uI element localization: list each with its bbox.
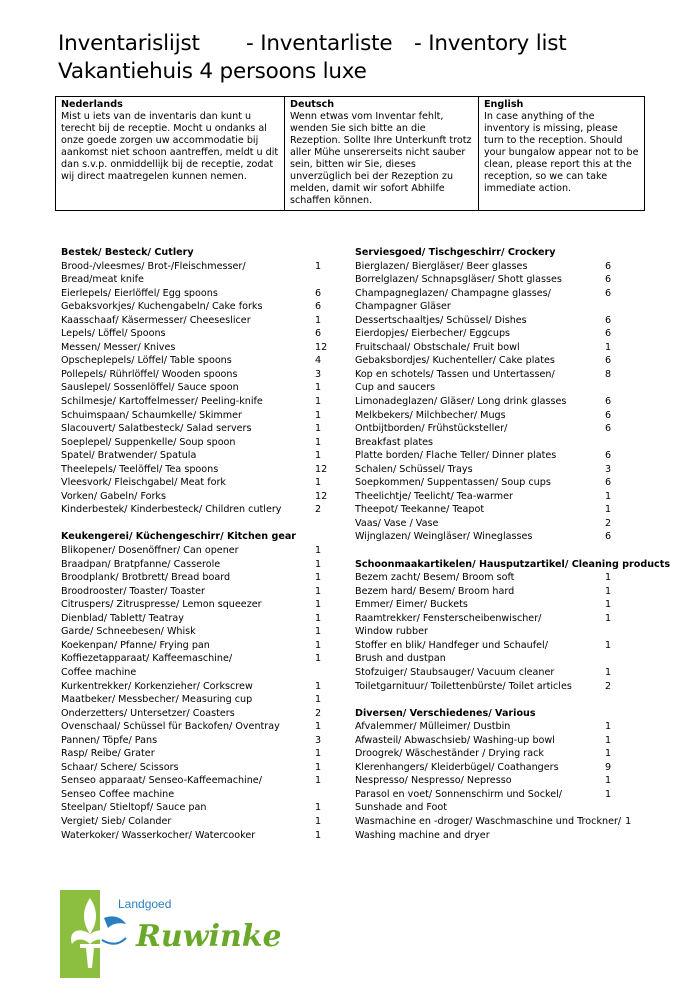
inventory-item [61, 503, 331, 517]
inventory-item [355, 327, 645, 341]
item-name: Onderzetters/ Untersetzer/ Coasters [61, 707, 235, 719]
item-name-continued: Coffee machine [61, 666, 137, 678]
inventory-item [355, 734, 645, 748]
item-name: Limonadeglazen/ Gläser/ Long drink glasses [355, 396, 567, 408]
title-de: - Inventarliste [246, 31, 393, 56]
inventory-item-continuation [61, 666, 331, 680]
item-name: Parasol en voet/ Sonnenschirm und Sockel/ [355, 788, 563, 800]
item-quantity: 12 [315, 490, 328, 502]
item-quantity: 1 [315, 436, 322, 448]
item-name: Fruitschaal/ Obstschale/ Fruit bowl [355, 341, 520, 353]
fleur-de-lis-icon [60, 888, 280, 980]
intro-table [55, 96, 645, 211]
inventory-item [61, 287, 331, 301]
item-quantity: 1 [315, 761, 322, 773]
inventory-item-continuation [355, 381, 645, 395]
inventory-item [61, 395, 331, 409]
item-name: Steelpan/ Stieltopf/ Sauce pan [61, 802, 207, 814]
item-quantity: 1 [315, 653, 322, 665]
item-name: Braadpan/ Bratpfanne/ Casserole [61, 558, 221, 570]
item-quantity: 1 [625, 815, 632, 827]
section-heading: Serviesgoed/ Tischgeschirr/ Crockery [355, 247, 556, 258]
item-name: Blikopener/ Dosenöffner/ Can opener [61, 545, 239, 557]
item-quantity: 1 [315, 477, 322, 489]
item-quantity: 6 [605, 274, 612, 286]
inventory-item [355, 354, 645, 368]
item-quantity: 1 [315, 626, 322, 638]
item-name-continued: Breakfast plates [355, 436, 434, 448]
inventory-item [355, 463, 645, 477]
item-quantity: 1 [605, 666, 612, 678]
item-name: Kaasschaaf/ Käsermesser/ Cheeseslicer [61, 314, 251, 326]
item-quantity: 1 [315, 680, 322, 692]
item-quantity: 1 [315, 775, 322, 787]
item-quantity: 1 [315, 423, 322, 435]
item-name: Messen/ Messer/ Knives [61, 341, 176, 353]
item-name: Schaar/ Schere/ Scissors [61, 761, 179, 773]
inventory-item [61, 381, 331, 395]
inventory-item [61, 436, 331, 450]
item-name: Broodplank/ Brotbrett/ Bread board [61, 572, 231, 584]
inventory-item [61, 734, 331, 748]
item-name: Lepels/ Löffel/ Spoons [61, 328, 166, 340]
inventory-item-continuation [355, 436, 645, 450]
intro-en-text: In case anything of the inventory is missing, please turn to the reception. Should your bungalow appear not to be clean, please report this at the reception, so we can take immediate action. [484, 111, 639, 194]
inventory-item [355, 314, 645, 328]
inventory-item [355, 341, 645, 355]
item-quantity: 1 [315, 829, 322, 841]
inventory-item [355, 530, 645, 544]
item-name: Koekenpan/ Pfanne/ Frying pan [61, 639, 210, 651]
title-en: - Inventory list [414, 31, 567, 56]
item-name-continued: Sunshade and Foot [355, 802, 448, 814]
item-quantity: 3 [605, 463, 612, 475]
intro-nl [56, 97, 284, 210]
inventory-item [61, 341, 331, 355]
item-quantity: 6 [605, 314, 612, 326]
item-name: Slacouvert/ Salatbesteck/ Salad servers [61, 423, 252, 435]
item-name: Gebaksbordjes/ Kuchenteller/ Cake plates [355, 355, 555, 367]
section-heading: Bestek/ Besteck/ Cutlery [61, 247, 194, 258]
inventory-item [355, 368, 645, 382]
inventory-item [61, 815, 331, 829]
item-name: Ovenschaal/ Schüssel für Backofen/ Oventray [61, 721, 280, 733]
item-name: Garde/ Schneebesen/ Whisk [61, 626, 196, 638]
item-quantity: 6 [605, 477, 612, 489]
inventory-item [355, 490, 645, 504]
item-quantity: 1 [315, 260, 322, 272]
item-name: Schalen/ Schüssel/ Trays [355, 463, 473, 475]
item-quantity: 6 [315, 287, 322, 299]
item-quantity: 6 [605, 260, 612, 272]
item-name: Bezem zacht/ Besem/ Broom soft [355, 572, 515, 584]
item-quantity: 1 [315, 572, 322, 584]
inventory-item [355, 260, 645, 274]
inventory-item [61, 829, 331, 843]
item-name: Waterkoker/ Wasserkocher/ Watercooker [61, 829, 256, 841]
inventory-item [61, 544, 331, 558]
item-quantity: 1 [315, 409, 322, 421]
inventory-item [355, 273, 645, 287]
inventory-item [61, 260, 331, 274]
inventory-item [61, 747, 331, 761]
item-quantity: 1 [315, 612, 322, 624]
intro-en [478, 97, 644, 210]
item-name-continued: Champagner Gläser [355, 301, 451, 313]
item-quantity: 9 [605, 761, 612, 773]
item-name: Nespresso/ Nespresso/ Nepresso [355, 775, 512, 787]
landgoed-ruwinkel-logo [60, 888, 280, 980]
item-name: Rasp/ Reibe/ Grater [61, 748, 155, 760]
inventory-item [61, 774, 331, 788]
item-name: Eierlepels/ Eierlöffel/ Egg spoons [61, 287, 218, 299]
item-name: Gebaksvorkjes/ Kuchengabeln/ Cake forks [61, 301, 263, 313]
section-heading: Diversen/ Verschiedenes/ Various [355, 707, 536, 719]
inventory-item [61, 693, 331, 707]
section-heading: Keukengerei/ Küchengeschirr/ Kitchen gear [61, 531, 297, 543]
item-quantity: 6 [605, 396, 612, 408]
item-name: Toiletgarnituur/ Toilettenbürste/ Toilet articles [355, 680, 572, 692]
item-quantity: 1 [315, 396, 322, 408]
item-quantity: 1 [315, 545, 322, 557]
inventory-item [61, 422, 331, 436]
item-name: Wasmachine en -droger/ Waschmaschine und Trockner/ [355, 815, 622, 827]
item-name: Wijnglazen/ Weingläser/ Wineglasses [355, 531, 533, 543]
inventory-item [61, 761, 331, 775]
svg-text:Landgoed: Landgoed [118, 897, 172, 911]
item-name: Bezem hard/ Besem/ Broom hard [355, 585, 515, 597]
intro-de-text: Wenn etwas vom Inventar fehlt, wenden Sie sich bitte an die Rezeption. Sollte Ihre Unterkunft trotz aller Mühe unsererseits nicht sauber sein, bitten wir Sie, dieses unverzüglich bei der Rezeption zu melden, damit wir sofort Abhilfe schaffen können. [290, 111, 472, 206]
item-quantity: 1 [315, 599, 322, 611]
inventory-item [61, 449, 331, 463]
inventory-item [355, 666, 645, 680]
inventory-item [355, 409, 645, 423]
inventory-item [61, 625, 331, 639]
item-name: Opscheplepels/ Löffel/ Table spoons [61, 355, 232, 367]
item-quantity: 1 [315, 314, 322, 326]
inventory-item [355, 449, 645, 463]
item-quantity: 1 [315, 815, 322, 827]
item-name: Sauslepel/ Sossenlöffel/ Sauce spoon [61, 382, 239, 394]
inventory-item-continuation [355, 300, 645, 314]
item-quantity: 1 [605, 572, 612, 584]
inventory-item [355, 503, 645, 517]
item-quantity: 1 [605, 612, 612, 624]
inventory-item [355, 517, 645, 531]
item-name: Champagneglazen/ Champagne glasses/ [355, 287, 551, 299]
inventory-section [355, 558, 671, 693]
subtitle: Vakantiehuis 4 persoons luxe [58, 59, 367, 84]
inventory-item [61, 368, 331, 382]
item-name: Droogrek/ Wäscheständer / Drying rack [355, 748, 544, 760]
item-name: Pollepels/ Rührlöffel/ Wooden spoons [61, 368, 238, 380]
item-name-continued: Window rubber [355, 626, 428, 638]
item-name: Bierglazen/ Biergläser/ Beer glasses [355, 260, 528, 272]
item-name: Klerenhangers/ Kleiderbügel/ Coathangers [355, 761, 559, 773]
item-name: Eierdopjes/ Eierbecher/ Eggcups [355, 328, 511, 340]
inventory-item [355, 287, 645, 301]
title-nl: Inventarislijst [58, 31, 200, 56]
item-quantity: 2 [605, 680, 612, 692]
item-quantity: 1 [315, 721, 322, 733]
item-name: Dessertschaaltjes/ Schüssel/ Dishes [355, 314, 527, 326]
item-name-continued: Washing machine and dryer [355, 829, 490, 841]
intro-de-heading: Deutsch [290, 99, 335, 110]
item-name: Melkbekers/ Milchbecher/ Mugs [355, 409, 506, 421]
inventory-item [61, 571, 331, 585]
item-quantity: 2 [315, 707, 322, 719]
item-quantity: 1 [315, 694, 322, 706]
item-quantity: 3 [315, 368, 322, 380]
intro-en-heading: English [484, 99, 524, 110]
inventory-item-continuation [61, 788, 331, 802]
item-quantity: 6 [605, 287, 612, 299]
item-quantity: 1 [315, 639, 322, 651]
inventory-item [61, 327, 331, 341]
item-name-continued: Bread/meat knife [61, 274, 144, 286]
item-name: Theepot/ Teekanne/ Teapot [355, 504, 485, 516]
inventory-item [355, 395, 645, 409]
item-quantity: 1 [315, 585, 322, 597]
item-name: Dienblad/ Tablett/ Teatray [61, 612, 184, 624]
item-name: Maatbeker/ Messbecher/ Measuring cup [61, 694, 253, 706]
inventory-right-column [355, 246, 671, 856]
item-name: Schuimspaan/ Schaumkelle/ Skimmer [61, 409, 242, 421]
item-quantity: 8 [605, 368, 612, 380]
section-heading: Schoonmaakartikelen/ Hausputzartikel/ Cleaning products [355, 558, 671, 570]
item-name: Ontbijtborden/ Frühstücksteller/ [355, 423, 508, 435]
item-quantity: 6 [315, 301, 322, 313]
item-name: Soeplepel/ Suppenkelle/ Soup spoon [61, 436, 236, 448]
item-name: Kop en schotels/ Tassen und Untertassen/ [355, 368, 555, 380]
inventory-item-continuation [355, 801, 645, 815]
item-quantity: 6 [315, 328, 322, 340]
inventory-item [355, 639, 645, 653]
inventory-item [61, 300, 331, 314]
item-quantity: 6 [605, 328, 612, 340]
item-quantity: 12 [315, 341, 328, 353]
item-name: Schilmesje/ Kartoffelmesser/ Peeling-knife [61, 396, 263, 408]
inventory-section [61, 246, 331, 517]
item-quantity: 1 [315, 802, 322, 814]
item-quantity: 1 [605, 775, 612, 787]
inventory-item [61, 314, 331, 328]
inventory-item [61, 801, 331, 815]
item-name: Borrelglazen/ Schnapsgläser/ Shott glasses [355, 274, 562, 286]
inventory-item [61, 680, 331, 694]
item-quantity: 1 [605, 585, 612, 597]
item-quantity: 2 [315, 504, 322, 516]
item-name: Kurkentrekker/ Korkenzieher/ Corkscrew [61, 680, 253, 692]
item-name: Pannen/ Töpfe/ Pans [61, 734, 158, 746]
intro-nl-heading: Nederlands [61, 99, 123, 110]
item-name: Citruspers/ Zitruspresse/ Lemon squeezer [61, 599, 262, 611]
item-name: Platte borden/ Flache Teller/ Dinner plates [355, 450, 557, 462]
item-name: Theelepels/ Teelöffel/ Tea spoons [61, 463, 219, 475]
inventory-section [355, 707, 645, 842]
item-name: Koffiezetapparaat/ Kaffeemaschine/ [61, 653, 233, 665]
item-name: Brood-/vleesmes/ Brot-/Fleischmesser/ [61, 260, 246, 272]
item-quantity: 1 [315, 450, 322, 462]
item-quantity: 6 [605, 450, 612, 462]
item-quantity: 3 [315, 734, 322, 746]
svg-text:Ruwinkel: Ruwinkel [136, 919, 280, 954]
inventory-item [355, 774, 645, 788]
item-quantity: 1 [605, 341, 612, 353]
inventory-item [61, 490, 331, 504]
item-quantity: 6 [605, 355, 612, 367]
item-name: Vaas/ Vase / Vase [355, 517, 439, 529]
inventory-item [61, 354, 331, 368]
item-name-continued: Cup and saucers [355, 382, 436, 394]
intro-nl-text: Mist u iets van de inventaris dan kunt u terecht bij de receptie. Mocht u ondanks al onze goede zorgen uw accommodatie bij aankomst niet schoon aantreffen, meldt u dit dan s.v.p. onmiddellijk bij de receptie, zodat wij direct maatregelen kunnen nemen. [61, 111, 279, 182]
inventory-item [61, 476, 331, 490]
inventory-item [355, 815, 645, 829]
item-name: Broodrooster/ Toaster/ Toaster [61, 585, 205, 597]
inventory-item [355, 476, 645, 490]
item-quantity: 1 [315, 558, 322, 570]
inventory-item [61, 558, 331, 572]
item-quantity: 1 [605, 490, 612, 502]
inventory-item-continuation [355, 652, 645, 666]
item-name-continued: Senseo Coffee machine [61, 788, 175, 800]
item-name: Vleesvork/ Fleischgabel/ Meat fork [61, 477, 226, 489]
inventory-item [61, 585, 331, 599]
inventory-item [61, 639, 331, 653]
item-name: Afwasteil/ Abwaschsieb/ Washing-up bowl [355, 734, 555, 746]
item-name: Stoffer en blik/ Handfeger und Schaufel/ [355, 639, 548, 651]
item-quantity: 2 [605, 517, 612, 529]
inventory-item-continuation [355, 625, 645, 639]
inventory-item [61, 612, 331, 626]
item-quantity: 1 [605, 504, 612, 516]
inventory-item [61, 598, 331, 612]
item-quantity: 1 [605, 734, 612, 746]
item-name-continued: Brush and dustpan [355, 653, 446, 665]
inventory-item [61, 720, 331, 734]
inventory-section [355, 246, 645, 544]
inventory-item [355, 788, 645, 802]
inventory-item [61, 707, 331, 721]
item-quantity: 4 [315, 355, 322, 367]
inventory-item-continuation [355, 829, 645, 843]
inventory-item [355, 612, 645, 626]
item-quantity: 1 [605, 721, 612, 733]
inventory-item [355, 761, 645, 775]
item-quantity: 1 [605, 788, 612, 800]
inventory-item [61, 463, 331, 477]
item-quantity: 12 [315, 463, 328, 475]
item-quantity: 6 [605, 423, 612, 435]
inventory-item [355, 422, 645, 436]
page-title [58, 30, 567, 86]
item-name: Vorken/ Gabeln/ Forks [61, 490, 166, 502]
item-quantity: 1 [315, 382, 322, 394]
item-quantity: 1 [605, 639, 612, 651]
item-quantity: 1 [605, 599, 612, 611]
item-quantity: 1 [315, 748, 322, 760]
inventory-item [355, 598, 645, 612]
inventory-section [61, 530, 331, 842]
inventory-item [355, 585, 645, 599]
inventory-item [355, 571, 645, 585]
item-name: Senseo apparaat/ Senseo-Kaffeemachine/ [61, 775, 262, 787]
item-quantity: 6 [605, 409, 612, 421]
inventory-item [61, 652, 331, 666]
item-name: Vergiet/ Sieb/ Colander [61, 815, 172, 827]
item-name: Theelichtje/ Teelicht/ Tea-warmer [355, 490, 513, 502]
inventory-item [355, 720, 645, 734]
item-name: Soepkommen/ Suppentassen/ Soup cups [355, 477, 551, 489]
inventory-item [355, 747, 645, 761]
item-name: Spatel/ Bratwender/ Spatula [61, 450, 197, 462]
intro-de [284, 97, 478, 210]
inventory-left-column [61, 246, 331, 856]
inventory-item [61, 409, 331, 423]
item-name: Afvalemmer/ Mülleimer/ Dustbin [355, 721, 511, 733]
item-name: Raamtrekker/ Fensterscheibenwischer/ [355, 612, 542, 624]
item-name: Emmer/ Eimer/ Buckets [355, 599, 468, 611]
inventory-item [355, 680, 645, 694]
inventory-item-continuation [61, 273, 331, 287]
item-quantity: 1 [605, 748, 612, 760]
item-quantity: 6 [605, 531, 612, 543]
item-name: Kinderbestek/ Kinderbesteck/ Children cutlery [61, 504, 282, 516]
item-name: Stofzuiger/ Staubsauger/ Vacuum cleaner [355, 666, 555, 678]
